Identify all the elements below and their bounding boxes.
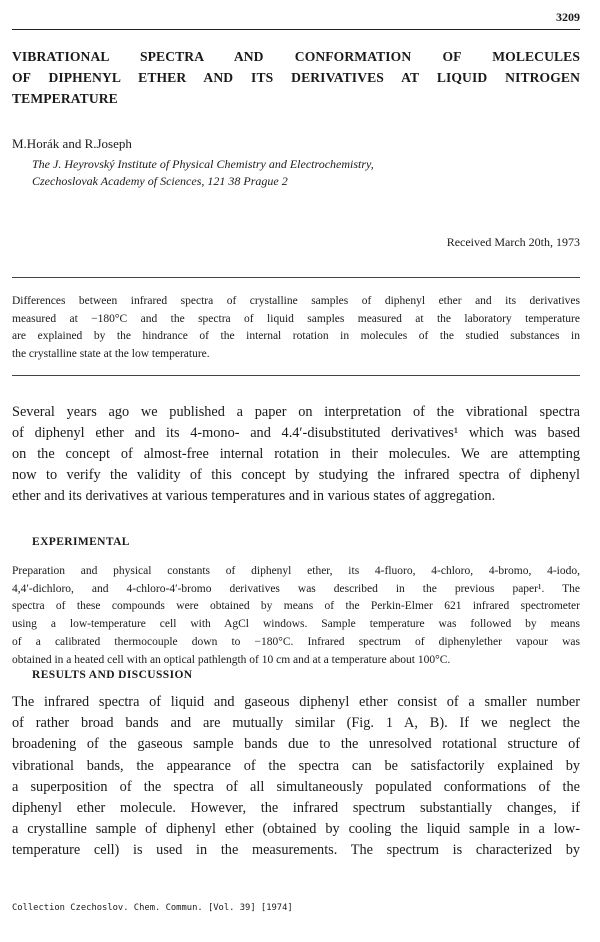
intro-paragraph [12,402,580,507]
results-line: The infrared spectra of liquid and gaseous diphenyl ether consist of a smaller number [12,694,580,710]
abstract-line: the crystalline state at the low temperature. [12,347,210,360]
title-line: TEMPERATURE [12,91,118,106]
intro-line: now to verify the validity of this concept by studying the infrared spectra of diphenyl [12,467,580,483]
affiliation-line: The J. Heyrovský Institute of Physical Chemistry and Electrochemistry, [32,157,374,171]
received-date: Received March 20th, 1973 [446,235,580,249]
results-line: a crystalline sample of diphenyl ether (obtained by cooling the liquid sample in a low- [12,821,580,838]
title-line: VIBRATIONAL SPECTRA AND CONFORMATION OF MOLECULES [12,49,580,64]
abstract-line: Differences between infrared spectra of crystalline samples of diphenyl ether and its derivatives [12,295,580,307]
page-number: 3209 [556,10,580,24]
results-line: of rather broad bands and are mutually similar (Fig. 1 A, B). If we neglect the [12,715,580,732]
authors: M.Horák and R.Joseph [12,136,132,151]
abstract-line: measured at −180°C and the spectra of liquid samples measured at the laboratory temperature [12,312,580,325]
results-paragraph [12,692,580,862]
results-line: broadening of the gaseous sample bands due to the unresolved rotational structure of [12,736,580,753]
abstract-top-rule [12,277,580,278]
intro-line: ether and its derivatives at various temperatures and in various states of aggregation. [12,488,496,504]
title-line: OF DIPHENYL ETHER AND ITS DERIVATIVES AT LIQUID NITROGEN [12,70,580,85]
section-heading-results: RESULTS AND DISCUSSION [32,669,193,681]
experimental-line: 4,4′-dichloro, and 4-chloro-4′-bromo derivatives was described in the previous paper¹. The [12,582,580,595]
experimental-line: using a low-temperature cell with AgCl windows. Sample temperature was followed by means [12,618,580,631]
intro-line: of diphenyl ether and its 4-mono- and 4.4′-disubstituted derivatives¹ which was based [12,425,580,441]
results-line: a superposition of the spectra of all simultaneously populated conformations of the [12,778,580,795]
abstract-bottom-rule [12,375,580,376]
results-line: vibrational bands, the appearance of the spectra can be satisfactorily explained by [12,757,580,774]
intro-line: Several years ago we published a paper on interpretation of the vibrational spectra [12,404,580,420]
experimental-line: Preparation and physical constants of diphenyl ether, its 4-fluoro, 4-chloro, 4-bromo, 4-iodo, [12,565,580,577]
affiliation [32,156,374,190]
section-heading-experimental: EXPERIMENTAL [32,536,130,548]
abstract [12,293,580,363]
header-rule [12,29,580,30]
experimental-line: spectra of these compounds were obtained by means of the Perkin-Elmer 621 infrared spectrometer [12,600,580,613]
results-line: temperature cell) is used in the measurements. The spectrum is characterized by [12,842,580,859]
experimental-line: of a calibrated thermocouple down to −180°C. Infrared spectrum of diphenylether vapour was [12,635,580,648]
journal-footer: Collection Czechoslov. Chem. Commun. [Vol. 39] [1974] [12,903,293,913]
results-line: diphenyl ether molecule. However, the infrared spectrum substantially changes, if [12,800,580,817]
affiliation-line: Czechoslovak Academy of Sciences, 121 38 Prague 2 [32,174,288,188]
experimental-line: obtained in a heated cell with an optical pathlength of 10 cm and at a temperature about 100°C. [12,653,451,666]
article-title [12,46,580,109]
experimental-paragraph [12,563,580,669]
abstract-line: are explained by the hindrance of the internal rotation in molecules of the studied substances in [12,330,580,343]
intro-line: on the concept of almost-free internal rotation in their molecules. We are attempting [12,446,580,462]
